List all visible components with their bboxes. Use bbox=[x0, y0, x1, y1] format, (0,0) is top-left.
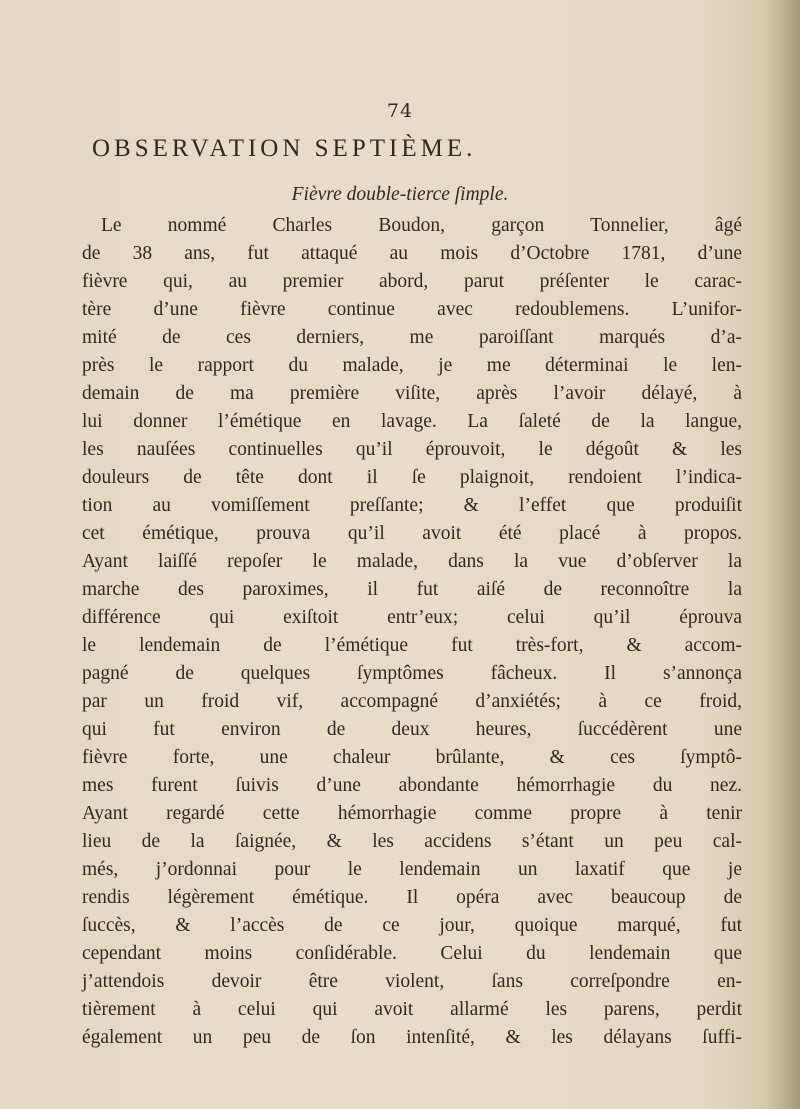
page-number: 74 bbox=[386, 100, 414, 122]
text-line: pagné de quelques ſymptômes fâcheux. Il s’annonça bbox=[82, 663, 742, 684]
text-line: tère d’une fièvre continue avec redoublemens. L’unifor- bbox=[82, 299, 742, 320]
text-line: lui donner l’émétique en lavage. La ſaleté de la langue, bbox=[82, 411, 742, 432]
chapter-subtitle: Fièvre double-tierce ſimple. bbox=[291, 184, 509, 205]
chapter-title: OBSERVATION SEPTIÈME. bbox=[92, 135, 477, 162]
text-line: mes furent ſuivis d’une abondante hémorrhagie du nez. bbox=[82, 775, 742, 796]
text-line: cependant moins conſidérable. Celui du lendemain que bbox=[82, 943, 742, 964]
text-line: près le rapport du malade, je me déterminai le len- bbox=[82, 355, 742, 376]
text-line: le lendemain de l’émétique fut très-fort, & accom- bbox=[82, 635, 742, 656]
page-edge-shadow bbox=[766, 0, 800, 1109]
text-line: ſuccès, & l’accès de ce jour, quoique marqué, fut bbox=[82, 915, 742, 936]
text-line: Ayant regardé cette hémorrhagie comme propre à tenir bbox=[82, 803, 742, 824]
text-line: j’attendois devoir être violent, ſans correſpondre en- bbox=[82, 971, 742, 992]
text-line: douleurs de tête dont il ſe plaignoit, rendoient l’indica- bbox=[82, 467, 742, 488]
text-line: tion au vomiſſement preſſante; & l’effet que produiſit bbox=[82, 495, 742, 516]
text-line: qui fut environ de deux heures, ſuccédèrent une bbox=[82, 719, 742, 740]
text-line: cet émétique, prouva qu’il avoit été placé à propos. bbox=[82, 523, 742, 544]
text-line: marche des paroximes, il fut aiſé de reconnoître la bbox=[82, 579, 742, 600]
text-line: différence qui exiſtoit entr’eux; celui qu’il éprouva bbox=[82, 607, 742, 628]
text-line: fièvre qui, au premier abord, parut préſenter le carac- bbox=[82, 271, 742, 292]
body-text bbox=[82, 212, 742, 1052]
text-line: més, j’ordonnai pour le lendemain un laxatif que je bbox=[82, 859, 742, 880]
text-line: tièrement à celui qui avoit allarmé les parens, perdit bbox=[82, 999, 742, 1020]
text-line: fièvre forte, une chaleur brûlante, & ces ſymptô- bbox=[82, 747, 742, 768]
text-line: Le nommé Charles Boudon, garçon Tonnelier, âgé bbox=[101, 215, 742, 236]
text-line: également un peu de ſon intenſité, & les délayans ſuffi- bbox=[82, 1027, 742, 1048]
text-line: lieu de la ſaignée, & les accidens s’étant un peu cal- bbox=[82, 831, 742, 852]
text-line: les nauſées continuelles qu’il éprouvoit, le dégoût & les bbox=[82, 439, 742, 460]
text-line: rendis légèrement émétique. Il opéra avec beaucoup de bbox=[82, 887, 742, 908]
text-line: mité de ces derniers, me paroiſſant marqués d’a- bbox=[82, 327, 742, 348]
text-line: demain de ma première viſite, après l’avoir délayé, à bbox=[82, 383, 742, 404]
text-line: de 38 ans, fut attaqué au mois d’Octobre 1781, d’une bbox=[82, 243, 742, 264]
text-line: par un froid vif, accompagné d’anxiétés; à ce froid, bbox=[82, 691, 742, 712]
text-line: Ayant laiſſé repoſer le malade, dans la vue d’obſerver la bbox=[82, 551, 742, 572]
